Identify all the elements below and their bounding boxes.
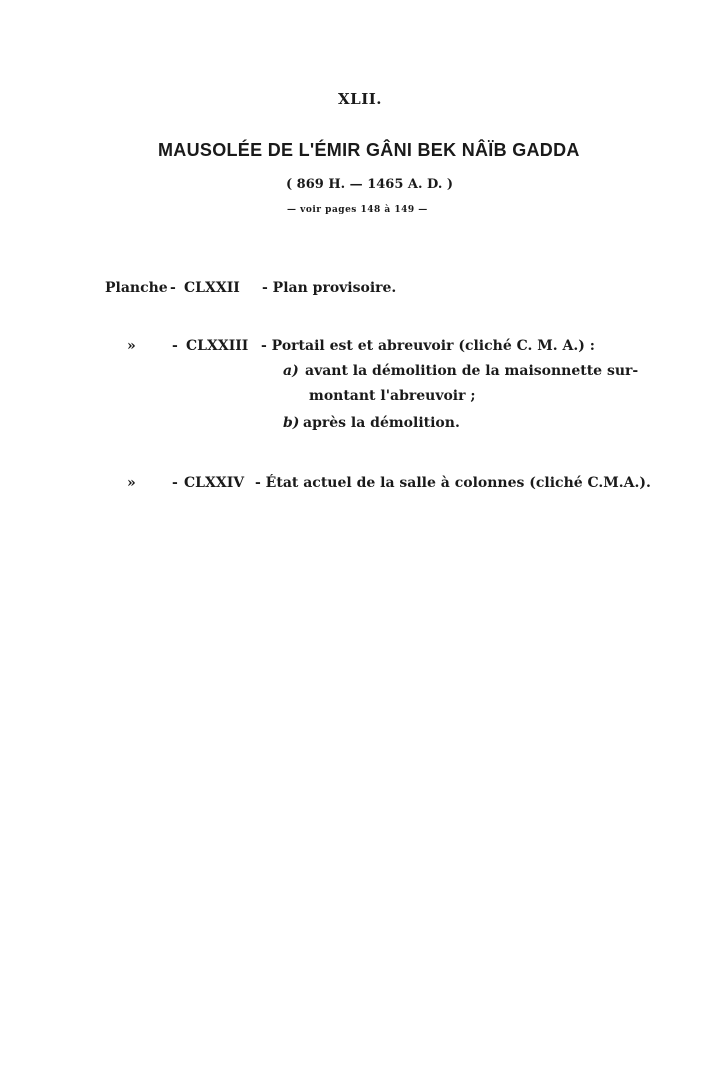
item-text: après la démolition. bbox=[303, 415, 460, 431]
item-continuation: montant l'abreuvoir ; bbox=[309, 388, 476, 404]
plate-lead: Planche bbox=[105, 280, 168, 296]
plate-description: - État actuel de la salle à colonnes (cliché C.M.A.). bbox=[255, 475, 651, 491]
section-title: MAUSOLÉE DE L'ÉMIR GÂNI BEK NÂÏB GADDA bbox=[158, 140, 580, 160]
plate-lead: » bbox=[127, 338, 136, 354]
section-number: XLII. bbox=[338, 90, 382, 108]
plate-sep: - bbox=[170, 280, 176, 296]
item-marker: a) bbox=[283, 363, 299, 379]
item-marker: b) bbox=[283, 415, 300, 431]
date-range: ( 869 H. — 1465 A. D. ) bbox=[286, 177, 454, 192]
plate-code: CLXXII bbox=[184, 280, 240, 296]
item-text: avant la démolition de la maisonnette sur- bbox=[305, 363, 639, 379]
page-reference: — voir pages 148 à 149 — bbox=[287, 205, 428, 215]
plate-sep: - bbox=[172, 338, 178, 354]
plate-description: - Portail est et abreuvoir (cliché C. M. A.) : bbox=[261, 338, 595, 354]
plate-code: CLXXIV bbox=[184, 475, 245, 491]
plate-code: CLXXIII bbox=[186, 338, 249, 354]
plate-lead: » bbox=[127, 475, 136, 491]
plate-description: - Plan provisoire. bbox=[262, 280, 397, 296]
plate-sep: - bbox=[172, 475, 178, 491]
